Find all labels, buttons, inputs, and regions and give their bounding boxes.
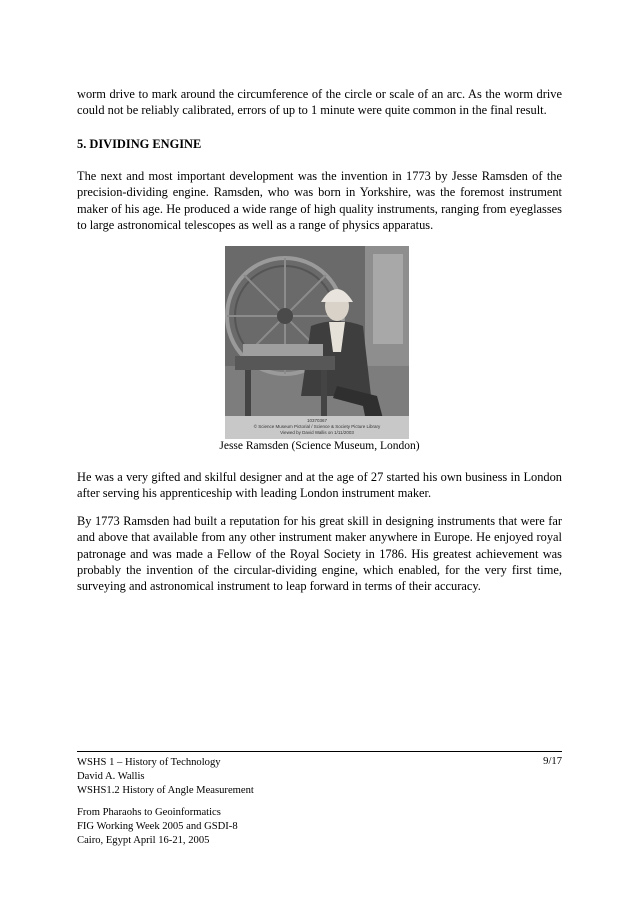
jesse-ramsden-portrait (225, 246, 409, 439)
portrait-illustration (225, 246, 409, 439)
section-heading-dividing-engine: 5. DIVIDING ENGINE (77, 137, 202, 151)
footer-divider (77, 751, 562, 752)
paragraph-ramsden-intro: The next and most important development was the invention in 1773 by Jesse Ramsden of the precision-dividing engine. Ramsden, who was born in Yorkshire, was the foremost instrument maker of his age. He produced a wide range of high quality instruments, ranging from eyeglasses to large astronomical telescopes as well as a range of physics apparatus. (77, 169, 562, 232)
footer-conference-title: From Pharaohs to Geoinformatics (77, 807, 221, 818)
footer-author: David A. Wallis (77, 771, 145, 782)
footer-paper-title: WSHS1.2 History of Angle Measurement (77, 785, 254, 796)
paragraph-reputation: By 1773 Ramsden had built a reputation for his great skill in designing instruments that were far and above that available from any other instrument maker anywhere in Europe. He enjoyed royal patronage and was made a Fellow of the Royal Society in 1786. His greatest achievement was probably the invention of the circular-dividing engine, which enabled, for the very first time, surveying and astronomical instrument to leap forward in terms of their accuracy. (77, 514, 562, 594)
figure-caption: Jesse Ramsden (Science Museum, London) (219, 440, 420, 452)
paragraph-gifted-designer: He was a very gifted and skilful designer and at the age of 27 started his own business in London after serving his apprenticeship with leading London instrument maker. (77, 470, 562, 501)
footer-series: WSHS 1 – History of Technology (77, 757, 221, 768)
footer-conference-location: Cairo, Egypt April 16-21, 2005 (77, 835, 210, 846)
paragraph-worm-drive: worm drive to mark around the circumference of the circle or scale of an arc. As the worm drive could not be reliably calibrated, errors of up to 1 minute were quite common in the final result. (77, 87, 562, 118)
watermark-id: 10370367 (306, 418, 328, 423)
page-number: 9/17 (543, 756, 562, 767)
footer-conference-name: FIG Working Week 2005 and GSDI-8 (77, 821, 238, 832)
watermark-viewed: Viewed by David Wallis on 1/11/2003 (280, 430, 354, 435)
watermark-copyright: © Science Museum Pictorial / Science & Society Picture Library (253, 424, 381, 429)
